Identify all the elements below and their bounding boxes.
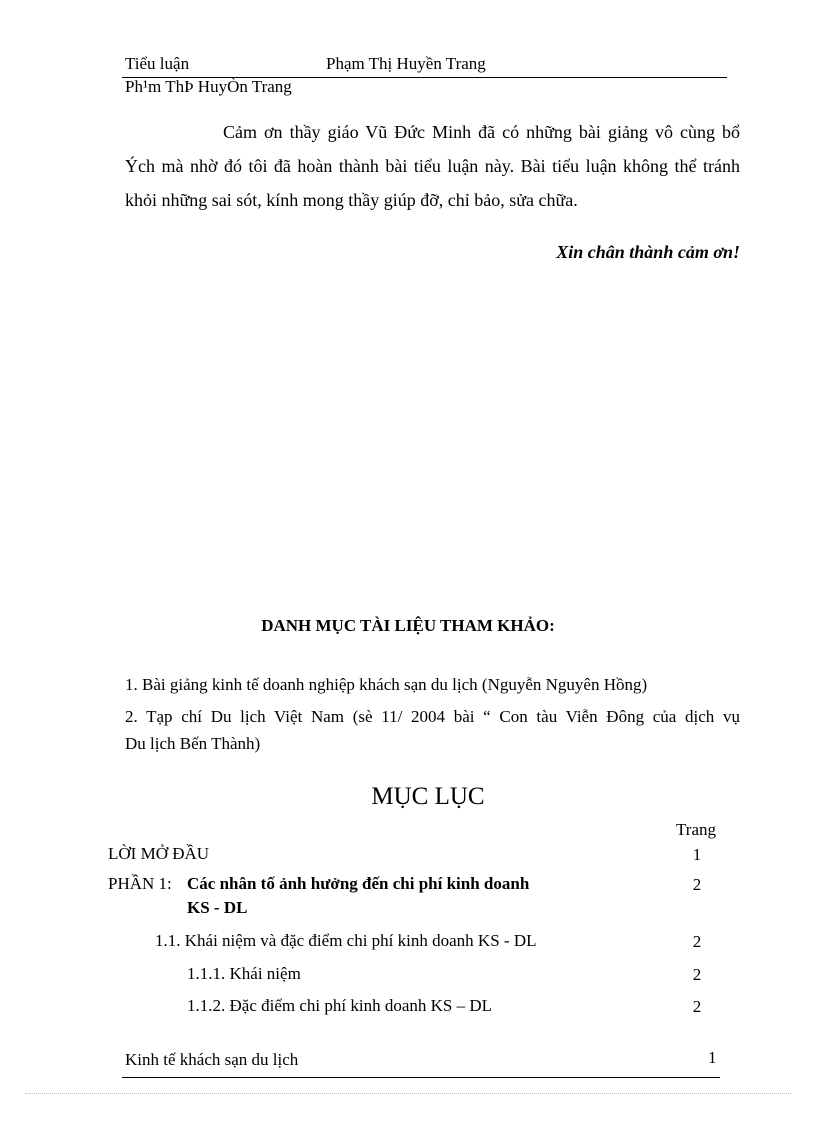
toc-entry-part1-title[interactable]: Các nhân tố ảnh hưởng đến chi phí kinh doanh	[187, 874, 530, 893]
toc-entry-part1-page: 2	[692, 875, 702, 894]
toc-entry-part1-title-cont[interactable]: KS - DL	[187, 898, 248, 917]
header-doc-type: Tiểu luận	[125, 54, 190, 73]
toc-entry-part1-prefix: PHẦN 1:	[108, 874, 172, 893]
thanks-line-3: khỏi những sai sót, kính mong thầy giúp đỡ, chỉ bảo, sửa chữa.	[125, 190, 578, 210]
toc-entry-intro[interactable]: LỜI MỞ ĐẦU	[108, 844, 210, 863]
toc-title: MỤC LỤC	[371, 783, 485, 810]
reference-item-2-line-1: 2. Tạp chí Du lịch Việt Nam (sè 11/ 2004 bài “ Con tàu Viễn Đông của dịch vụ	[125, 707, 740, 726]
reference-item-2-line-2: Du lịch Bến Thành)	[125, 734, 261, 753]
reference-item-1: 1. Bài giảng kinh tế doanh nghiệp khách sạn du lịch (Nguyễn Nguyên Hồng)	[125, 675, 648, 694]
toc-entry-1-1-page: 2	[692, 932, 702, 951]
toc-entry-1-1-2-page: 2	[692, 997, 702, 1016]
toc-entry-intro-page: 1	[692, 845, 702, 864]
toc-entry-1-1-1[interactable]: 1.1.1. Khái niệm	[187, 964, 301, 983]
thanks-closing: Xin chân thành cảm ơn!	[556, 242, 740, 262]
toc-entry-1-1-1-page: 2	[692, 965, 702, 984]
header-author: Phạm Thị Huyền Trang	[326, 54, 486, 73]
toc-page-column-label: Trang	[676, 820, 716, 839]
footer-rule	[122, 1077, 720, 1078]
references-title: DANH MỤC TÀI LIỆU THAM KHẢO:	[261, 616, 555, 635]
thanks-line-1: Cảm ơn thầy giáo Vũ Đức Minh đã có những bài giảng vô cùng bổ	[223, 122, 740, 142]
thanks-line-2: Ých mà nhờ đó tôi đã hoàn thành bài tiểu luận này. Bài tiểu luận không thể tránh	[125, 156, 740, 176]
thanks-paragraph	[125, 115, 740, 217]
header-author-legacy-encoding: Ph¹m ThÞ HuyÒn Trang	[125, 77, 292, 96]
footer-page-number: 1	[708, 1048, 717, 1067]
page-bottom-edge	[25, 1093, 791, 1094]
toc-entry-1-1[interactable]: 1.1. Khái niệm và đặc điểm chi phí kinh doanh KS - DL	[155, 931, 537, 950]
toc-entry-1-1-2[interactable]: 1.1.2. Đặc điểm chi phí kinh doanh KS – DL	[187, 996, 493, 1015]
footer-subject: Kinh tế khách sạn du lịch	[125, 1050, 299, 1069]
